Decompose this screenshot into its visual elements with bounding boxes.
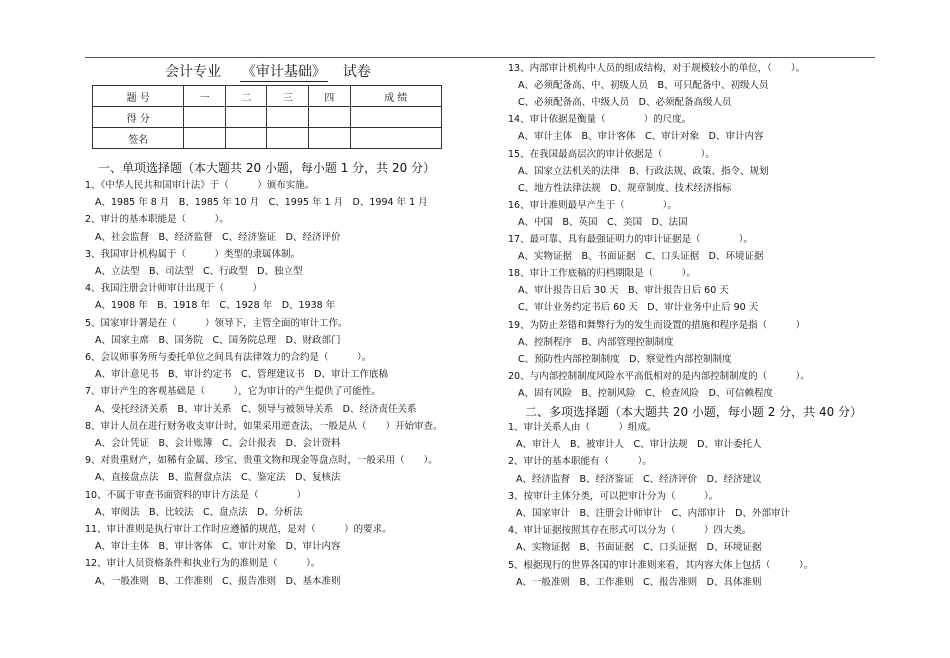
signature-cell[interactable] xyxy=(184,128,226,149)
answer-options: A、实物证据 B、书面证据 C、口头证据 D、环境证据 xyxy=(518,251,764,263)
signature-row xyxy=(93,128,442,149)
answer-options: A、国家立法机关的法律 B、行政法规、政策、指令、规划 xyxy=(518,165,769,177)
answer-options: A、必须配备高、中、初级人员 B、可只配备中、初级人员 xyxy=(518,80,769,92)
score-cell[interactable] xyxy=(309,107,351,128)
answer-options: A、直接盘点法 B、监督盘点法 C、鉴定法 D、复核法 xyxy=(95,472,341,484)
question-stem: 14、审计依据是衡量（ ）的尺度。 xyxy=(508,114,692,126)
score-header-cell: 成 绩 xyxy=(350,86,441,107)
question-stem: 16、审计准则最早产生于（ ）。 xyxy=(508,199,677,211)
question-stem: 5、国家审计署是在（ ）领导下，主管全面的审计工作。 xyxy=(85,317,348,329)
signature-cell[interactable] xyxy=(225,128,267,149)
question-stem: 1、《中华人民共和国审计法》于（ ）颁布实施。 xyxy=(85,180,315,191)
score-header-cell: 一 xyxy=(184,86,226,107)
answer-options: A、受托经济关系 B、审计关系 C、领导与被领导关系 D、经济责任关系 xyxy=(95,403,417,415)
score-cell[interactable] xyxy=(350,107,441,128)
section1-title: 一、单项选择题（本大题共 20 小题，每小题 1 分，共 20 分） xyxy=(98,161,436,175)
answer-options: A、国家审计 B、注册会计师审计 C、内部审计 D、外部审计 xyxy=(516,508,790,519)
score-row xyxy=(93,107,442,128)
answer-options: A、中国 B、英国 C、美国 D、法国 xyxy=(518,216,688,228)
answer-options: A、审计报告日后 30 天 B、审计报告日后 60 天 xyxy=(518,285,729,297)
question-stem: 2、审计的基本职能有（ ）。 xyxy=(508,456,652,468)
score-row-label: 得 分 xyxy=(93,107,184,128)
score-header-cell: 三 xyxy=(267,86,309,107)
answer-options: A、实物证据 B、书面证据 C、口头证据 D、环境证据 xyxy=(516,542,762,554)
answer-options: A、审计主体 B、审计客体 C、审计对象 D、审计内容 xyxy=(518,131,764,143)
exam-title xyxy=(165,61,371,82)
score-cell[interactable] xyxy=(225,107,267,128)
question-stem: 3、按审计主体分类，可以把审计分为（ ）。 xyxy=(508,490,719,502)
score-header-row xyxy=(93,86,442,107)
question-stem: 4、我国注册会计师审计出现于（ ） xyxy=(85,283,263,295)
answer-options: A、审计人 B、被审计人 C、审计法规 D、审计委托人 xyxy=(516,439,762,451)
header-rule xyxy=(85,57,875,58)
score-cell[interactable] xyxy=(184,107,226,128)
answer-options: C、预防性内部控制制度 D、察觉性内部控制制度 xyxy=(518,353,732,365)
score-table xyxy=(92,85,442,149)
question-stem: 19、为防止差错和舞弊行为的发生而设置的措施和程序是指（ ） xyxy=(508,319,806,331)
question-stem: 4、审计证据按照其存在形式可以分为（ ）四大类。 xyxy=(508,525,752,537)
answer-options: A、审计意见书 B、审计约定书 C、管理建议书 D、审计工作底稿 xyxy=(95,369,388,381)
question-stem: 7、审计产生的客观基础是（ ），它为审计的产生提供了可能性。 xyxy=(85,386,381,398)
signature-cell[interactable] xyxy=(350,128,441,149)
answer-options: A、控制程序 B、内部管理控制制度 xyxy=(518,336,674,348)
question-stem: 2、审计的基本职能是（ ）。 xyxy=(85,214,229,226)
signature-row-label: 签名 xyxy=(93,128,184,149)
answer-options: A、1985 年 8 月 B、1985 年 10 月 C、1995 年 1 月 D、1994 年 1 月 xyxy=(95,197,428,209)
question-stem: 18、审计工作底稿的归档期限是（ ）。 xyxy=(508,268,696,280)
question-stem: 9、对贵重财产，如稀有金属、珍宝、贵重文物和现金等盘点时，一般采用（ ）。 xyxy=(85,455,438,467)
answer-options: A、审阅法 B、比较法 C、盘点法 D、分析法 xyxy=(95,506,303,518)
answer-options: A、立法型 B、司法型 C、行政型 D、独立型 xyxy=(95,266,303,277)
score-header-cell: 四 xyxy=(309,86,351,107)
answer-options: A、1908 年 B、1918 年 C、1928 年 D、1938 年 xyxy=(95,300,336,312)
question-stem: 20、与内部控制制度风险水平高低相对的是内部控制制度的（ ）。 xyxy=(508,370,810,382)
score-header-cell: 二 xyxy=(225,86,267,107)
answer-options: A、固有风险 B、控制风险 C、检查风险 D、可信赖程度 xyxy=(518,387,773,399)
answer-options: A、会计凭证 B、会计账簿 C、会计报表 D、会计资料 xyxy=(95,438,341,449)
answer-options: A、社会监督 B、经济监督 C、经济鉴证 D、经济评价 xyxy=(95,231,341,243)
answer-options: A、一般准则 B、工作准则 C、报告准则 D、基本准则 xyxy=(95,575,341,587)
signature-cell[interactable] xyxy=(309,128,351,149)
question-stem: 1、审计关系人由（ ）组成。 xyxy=(508,422,657,433)
question-stem: 6、会议师事务所与委托单位之间具有法律效力的合约是（ ）。 xyxy=(85,352,372,363)
answer-options: A、国家主席 B、国务院 C、国务院总理 D、财政部门 xyxy=(95,334,341,346)
score-header-cell: 题 号 xyxy=(93,86,184,107)
question-stem: 11、审计准则是执行审计工作时应遵循的规范，是对（ ）的要求。 xyxy=(85,524,392,535)
title-prefix: 会计专业 xyxy=(165,64,221,80)
answer-options: A、经济监督 B、经济鉴证 C、经济评价 D、经济建议 xyxy=(516,473,762,485)
question-stem: 15、在我国最高层次的审计依据是（ ）。 xyxy=(508,148,715,160)
section2-title: 二、多项选择题（本大题共 20 小题，每小题 2 分，共 40 分） xyxy=(525,405,863,419)
score-cell[interactable] xyxy=(267,107,309,128)
question-stem: 8、审计人员在进行财务收支审计时，如果采用逆查法，一般是从（ ）开始审查。 xyxy=(85,420,443,432)
answer-options: C、审计业务约定书后 60 天 D、审计业务中止后 90 天 xyxy=(518,302,759,314)
question-stem: 10、不属于审查书面资料的审计方法是（ ） xyxy=(85,489,307,501)
answer-options: A、一般准则 B、工作准则 C、报告准则 D、具体准则 xyxy=(516,576,762,588)
question-stem: 17、最可靠、具有最强证明力的审计证据是（ ）。 xyxy=(508,234,753,245)
question-stem: 5、根据现行的世界各国的审计准则来看，其内容大体上包括（ ）。 xyxy=(508,559,814,571)
answer-options: A、审计主体 B、审计客体 C、审计对象 D、审计内容 xyxy=(95,541,341,553)
signature-cell[interactable] xyxy=(267,128,309,149)
question-stem: 13、内部审计机构中人员的组成结构，对于规模较小的单位，（ ）。 xyxy=(508,63,806,74)
answer-options: C、地方性法律法规 D、规章制度、技术经济指标 xyxy=(518,182,732,194)
answer-options: C、必须配备高、中级人员 D、必须配备高级人员 xyxy=(518,97,732,109)
title-course: 《审计基础》 xyxy=(240,61,328,82)
question-stem: 12、审计人员资格条件和执业行为的准则是（ ）。 xyxy=(85,558,321,570)
question-stem: 3、我国审计机构属于（ ）类型的隶属体制。 xyxy=(85,248,301,260)
title-suffix: 试卷 xyxy=(342,64,371,80)
